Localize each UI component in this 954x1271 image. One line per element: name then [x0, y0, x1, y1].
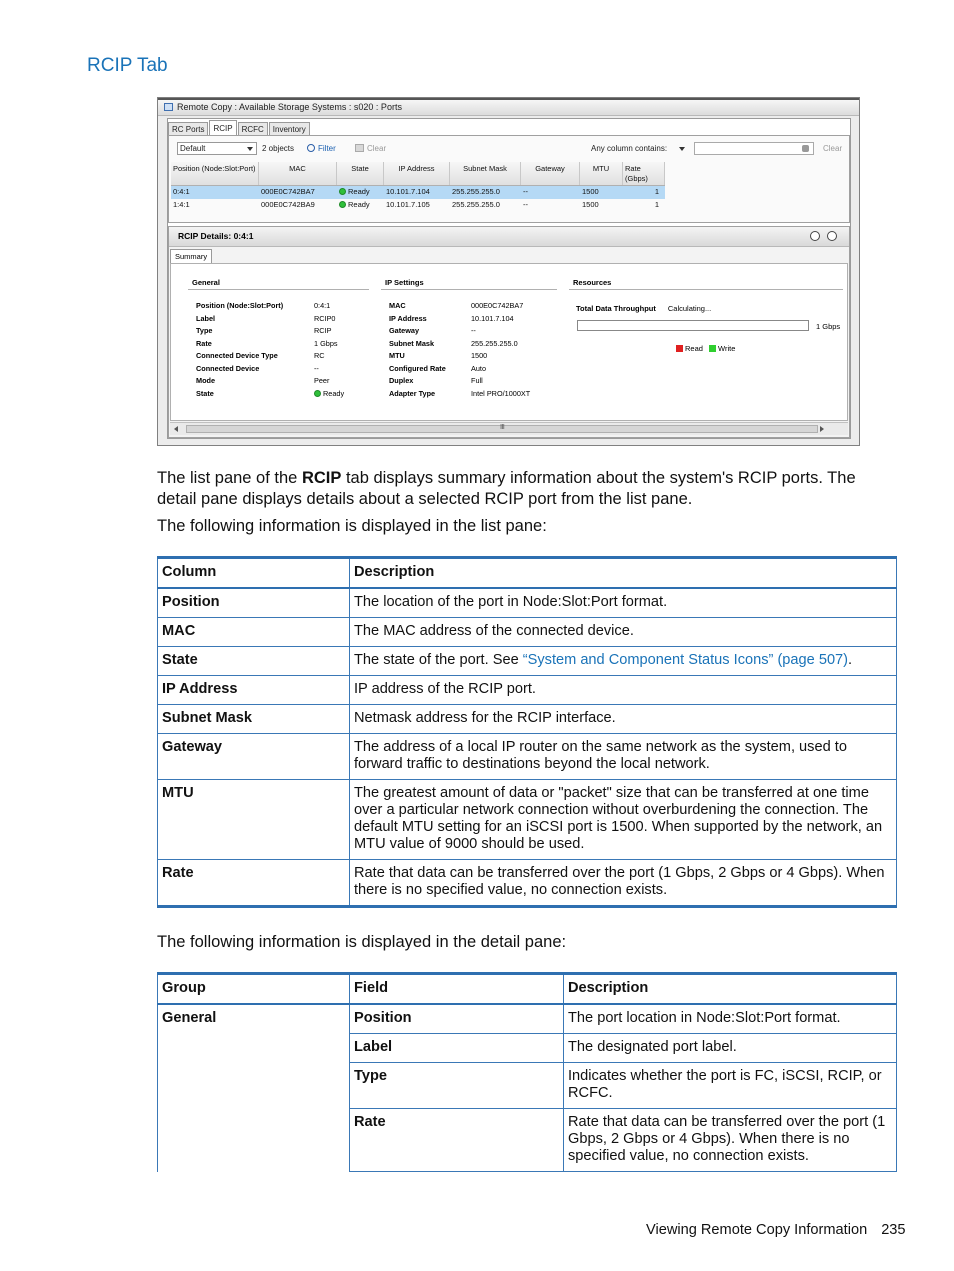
throughput-value: Calculating... [667, 304, 712, 313]
field-label: Subnet Mask [389, 338, 435, 348]
field-label: Adapter Type [389, 388, 436, 398]
window-titlebar [158, 98, 859, 116]
field-value: 1500 [471, 351, 488, 360]
para-text: tab displays summary information about the system's RCIP ports. The detail pane displays details about a selected RCIP port from the list pane. [157, 469, 856, 508]
cell-ip: 10.101.7.104 [386, 187, 430, 196]
search-clear-button[interactable]: Clear [823, 144, 843, 153]
scroll-left-icon[interactable] [174, 426, 178, 432]
window-title: Remote Copy : Available Storage Systems : s020 : Ports [177, 102, 402, 112]
column-name: IP Address [158, 676, 350, 705]
para-text: The list pane of the [157, 469, 302, 487]
detail-header [169, 227, 849, 247]
ip-settings-group-title: IP Settings [385, 278, 424, 287]
cell-position: 1:4:1 [173, 200, 190, 209]
field-value: 0:4:1 [314, 301, 331, 310]
field-value [314, 388, 344, 401]
cell-state [337, 186, 384, 199]
paragraph-detail-pane: The following information is displayed in the detail pane: [157, 933, 567, 951]
divider [381, 289, 557, 290]
field-value: Peer [314, 376, 330, 385]
status-icons-link[interactable]: “System and Component Status Icons” (page 507) [522, 652, 849, 668]
collapse-icon[interactable] [827, 231, 837, 241]
column-desc: The MAC address of the connected device. [350, 618, 897, 647]
field-name: Label [350, 1034, 564, 1063]
table-row [158, 647, 897, 676]
field-label: IP Address [389, 313, 427, 323]
throughput-bar [577, 320, 809, 331]
cell-subnet: 255.255.255.0 [452, 187, 500, 196]
field-label: Rate [196, 338, 212, 348]
cell-position: 0:4:1 [173, 187, 190, 196]
cell-rate: 1 [654, 187, 659, 196]
field-label: Gateway [389, 326, 420, 335]
page-footer [646, 1222, 906, 1238]
cell-subnet: 255.255.255.0 [452, 200, 500, 209]
table-row [158, 676, 897, 705]
field-desc: The designated port label. [564, 1034, 897, 1063]
view-select[interactable] [177, 142, 257, 155]
rcip-screenshot [157, 97, 860, 446]
section-heading: RCIP Tab [87, 55, 168, 76]
paragraph-list-pane: The following information is displayed in the list pane: [157, 517, 547, 535]
column-desc: Netmask address for the RCIP interface. [350, 705, 897, 734]
field-value: RCIP [314, 326, 332, 335]
summary-panel [170, 263, 848, 421]
table-row [158, 780, 897, 860]
table-header [158, 974, 897, 1005]
col-subnet[interactable]: Subnet Mask [450, 162, 521, 185]
field-label: Position (Node:Slot:Port) [196, 301, 284, 310]
field-label: Type [196, 326, 213, 335]
header-cell: Column [158, 558, 350, 589]
search-input[interactable] [694, 142, 814, 155]
field-name: Rate [350, 1109, 564, 1172]
column-desc: Rate that data can be transferred over the port (1 Gbps, 2 Gbps or 4 Gbps). When there is no specified value, no connection exists. [350, 860, 897, 907]
header-cell: Field [350, 974, 564, 1005]
field-name: Type [350, 1063, 564, 1109]
general-group-title: General [192, 278, 220, 287]
list-pane-table [157, 556, 897, 908]
cell-mac: 000E0C742BA7 [261, 187, 315, 196]
paragraph-intro [157, 468, 899, 510]
ready-status-icon [339, 201, 346, 208]
field-value: Auto [471, 363, 487, 373]
table-row [158, 734, 897, 780]
ready-status-icon [314, 390, 321, 397]
detail-title: RCIP Details: 0:4:1 [178, 231, 254, 241]
field-label: MTU [389, 351, 405, 360]
field-value: 10.101.7.104 [471, 313, 514, 323]
cell-mac: 000E0C742BA9 [261, 200, 315, 209]
read-swatch [676, 345, 683, 352]
field-value: Intel PRO/1000XT [471, 388, 531, 398]
tab-rc-ports[interactable]: RC Ports [168, 122, 208, 136]
field-value: 1 Gbps [314, 338, 338, 348]
list-toolbar [177, 142, 843, 156]
column-name: Position [158, 588, 350, 618]
table-row[interactable] [171, 186, 665, 199]
field-desc: The port location in Node:Slot:Port format. [564, 1004, 897, 1034]
table-row [158, 618, 897, 647]
cell-mtu: 1500 [582, 200, 599, 209]
column-name: State [158, 647, 350, 676]
table-row [158, 860, 897, 907]
divider [569, 289, 843, 290]
column-desc: The location of the port in Node:Slot:Port format. [350, 588, 897, 618]
list-pane [168, 135, 850, 223]
field-label: Connected Device [196, 363, 260, 373]
throughput-scale: 1 Gbps [816, 322, 841, 331]
window-icon [164, 103, 173, 111]
field-desc: Indicates whether the port is FC, iSCSI, RCIP, or RCFC. [564, 1063, 897, 1109]
legend-read: Read [685, 344, 703, 353]
column-name: MAC [158, 618, 350, 647]
col-rate[interactable]: Rate (Gbps) [623, 162, 665, 185]
desc-text: The state of the port. See [354, 652, 523, 668]
settings-icon[interactable] [810, 231, 820, 241]
grip-icon: Ⅲ [500, 424, 505, 431]
field-desc: Rate that data can be transferred over the port (1 Gbps, 2 Gbps or 4 Gbps). When there is no specified value, no connection exists. [564, 1109, 897, 1172]
field-value: RC [314, 351, 325, 360]
table-row [158, 588, 897, 618]
col-ip[interactable]: IP Address [384, 162, 450, 185]
view-select-value: Default [180, 144, 206, 153]
para-bold: RCIP [301, 469, 342, 487]
cell-ip: 10.101.7.105 [386, 200, 430, 209]
window-content [167, 118, 851, 439]
cell-state-text: Ready [348, 200, 370, 209]
header-cell: Group [158, 974, 350, 1005]
field-label: Mode [196, 376, 216, 385]
col-gateway[interactable]: Gateway [521, 162, 580, 185]
tab-summary[interactable]: Summary [170, 249, 212, 264]
header-cell: Description [564, 974, 897, 1005]
detail-pane-table [157, 972, 897, 1172]
tab-rcip[interactable]: RCIP [209, 120, 236, 136]
cell-state [337, 199, 384, 212]
clear-filter-button[interactable]: Clear [367, 144, 387, 153]
legend-write: Write [718, 344, 736, 353]
throughput [576, 304, 711, 313]
column-name: Gateway [158, 734, 350, 780]
col-position[interactable]: Position (Node:Slot:Port) [171, 162, 259, 185]
column-name: Rate [158, 860, 350, 907]
col-mac[interactable]: MAC [259, 162, 337, 185]
tab-bar [168, 122, 311, 136]
column-desc [350, 647, 897, 676]
field-value: 000E0C742BA7 [471, 301, 524, 310]
field-label: MAC [389, 301, 406, 310]
cell-mtu: 1500 [582, 187, 599, 196]
desc-text: . [848, 652, 853, 668]
column-name: MTU [158, 780, 350, 860]
field-name: Position [350, 1004, 564, 1034]
grid-header [171, 162, 665, 186]
column-desc: The greatest amount of data or "packet" size that can be transferred at one time over a particular network connection without overburdening the connection. The default MTU setting for an iSCSI port is 1500. When supported by the network, an MTU value of 9000 should be used. [350, 780, 897, 860]
ready-status-icon [339, 188, 346, 195]
resources-group-title: Resources [573, 278, 612, 287]
field-label: Duplex [389, 376, 414, 385]
column-desc: IP address of the RCIP port. [350, 676, 897, 705]
col-mtu[interactable]: MTU [580, 162, 623, 185]
horizontal-scrollbar[interactable] [170, 422, 848, 435]
field-value: Full [471, 376, 483, 385]
table-header [158, 558, 897, 589]
group-name: General [158, 1004, 350, 1172]
header-cell: Description [350, 558, 897, 589]
scroll-right-icon[interactable] [820, 426, 824, 432]
field-value: -- [314, 363, 319, 373]
write-swatch [709, 345, 716, 352]
page-number: 235 [881, 1222, 906, 1238]
footer-title: Viewing Remote Copy Information [646, 1222, 868, 1238]
tab-rcfc[interactable]: RCFC [238, 122, 268, 136]
clear-icon [355, 144, 364, 152]
col-state[interactable]: State [337, 162, 384, 185]
tab-inventory[interactable]: Inventory [269, 122, 310, 136]
throughput-legend [676, 344, 735, 353]
state-value: Ready [323, 388, 345, 398]
divider [188, 289, 369, 290]
ports-grid [171, 162, 665, 212]
cell-gateway: -- [523, 187, 528, 196]
field-label: Label [196, 313, 216, 323]
field-label: State [196, 388, 214, 398]
chevron-down-icon [247, 147, 253, 151]
column-desc: The address of a local IP router on the same network as the system, used to forward traffic to destinations beyond the local network. [350, 734, 897, 780]
column-name: Subnet Mask [158, 705, 350, 734]
field-value: -- [471, 326, 476, 335]
detail-pane [168, 226, 850, 438]
field-value: RCIP0 [314, 313, 336, 323]
lock-icon [802, 145, 809, 152]
field-value: 255.255.255.0 [471, 338, 518, 348]
filter-icon [307, 144, 315, 152]
throughput-label: Total Data Throughput [576, 304, 656, 313]
search-label: Any column contains: [591, 144, 668, 153]
search-dropdown-icon[interactable] [679, 147, 685, 151]
table-row [158, 705, 897, 734]
table-row [158, 1004, 897, 1034]
cell-rate: 1 [654, 200, 659, 209]
table-row[interactable] [171, 199, 665, 212]
cell-state-text: Ready [348, 187, 370, 196]
cell-gateway: -- [523, 200, 528, 209]
object-count: 2 objects [262, 144, 295, 153]
filter-button[interactable]: Filter [318, 144, 336, 153]
field-label: Connected Device Type [196, 351, 278, 360]
field-label: Configured Rate [389, 363, 446, 373]
